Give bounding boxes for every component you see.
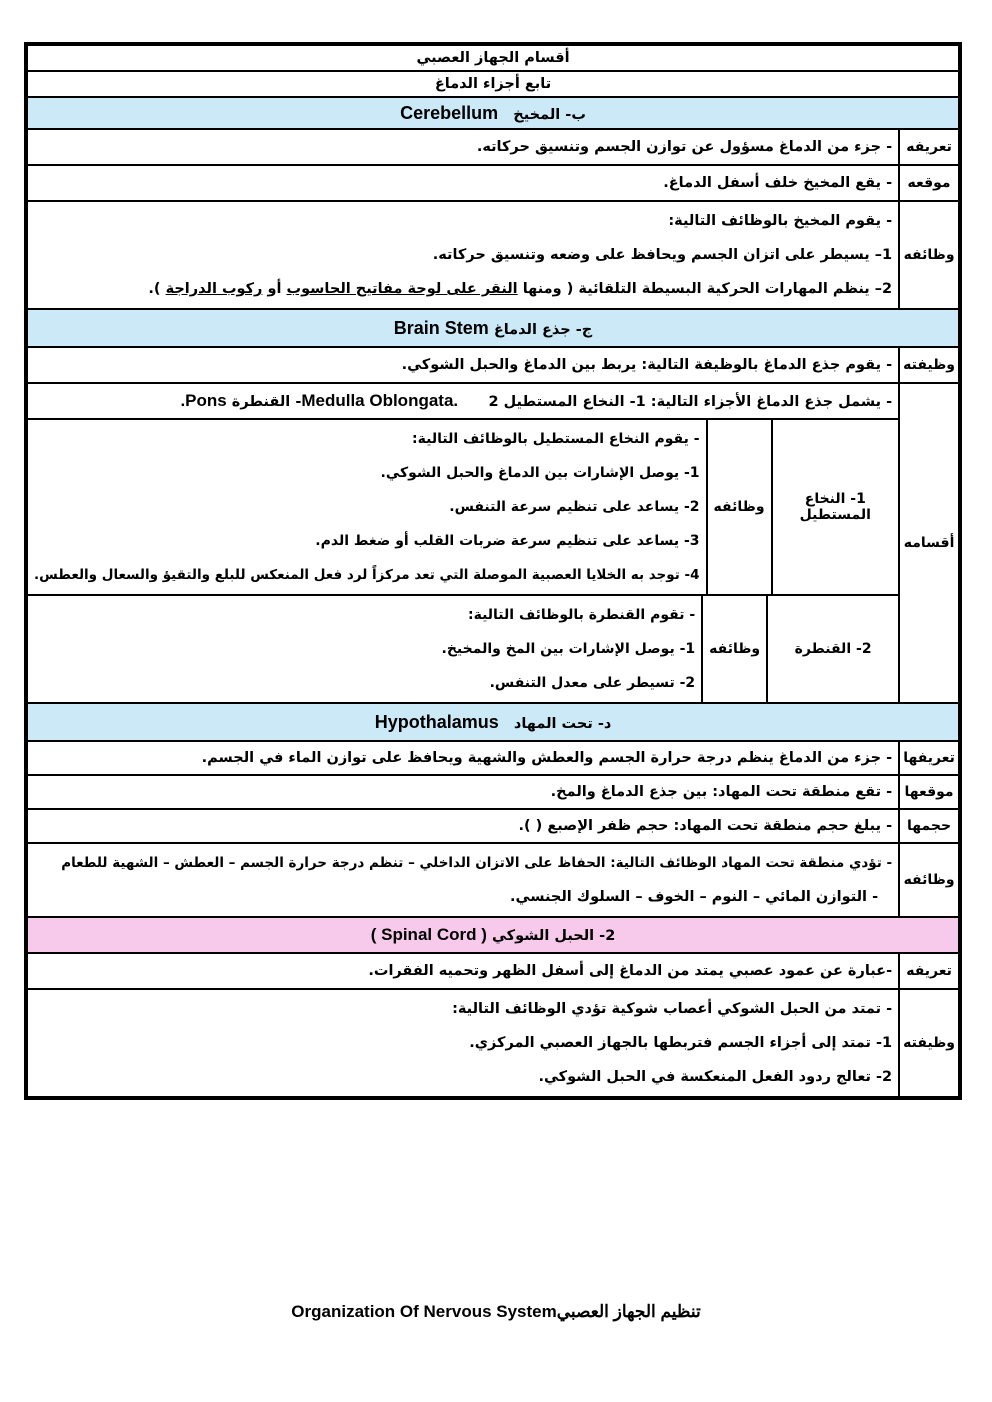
cerebellum-func-2-end: ).: [148, 281, 166, 297]
medulla-item-2: 2- يساعد على تنظيم سرعة التنفس.: [449, 499, 700, 515]
cerebellum-func-2: [34, 272, 892, 306]
brainstem-header: [26, 309, 960, 347]
spinal-header-en: ( Spinal Cord ): [370, 925, 487, 944]
medulla-item-1: 1- يوصل الإشارات بين الدماغ والحبل الشوكي.: [380, 465, 700, 481]
hypothalamus-func: [26, 843, 899, 917]
brainstem-func-label: وظيفته: [899, 347, 960, 383]
spinal-func-1: 1- تمتد إلى أجزاء الجسم فتربطها بالجهاز العصبي المركزي.: [469, 1035, 893, 1051]
pons-item-1: 1- يوصل الإشارات بين المخ والمخيخ.: [441, 641, 696, 657]
hypothalamus-size-label: حجمها: [899, 809, 960, 843]
pons-func-label: وظائفه: [702, 596, 767, 702]
hypothalamus-loc-label: موقعها: [899, 775, 960, 809]
nervous-system-table: [24, 42, 962, 1100]
medulla-block: [26, 419, 899, 595]
medulla-name: 1- النخاع المستطيل: [772, 420, 899, 594]
hypothalamus-def-text: - جزء من الدماغ ينظم درجة حرارة الجسم والعطش والشهية ويحافظ على توازن الماء في الجسم.: [26, 741, 899, 775]
medulla-intro: - يقوم النخاع المستطيل بالوظائف التالية:: [412, 431, 700, 447]
cerebellum-func-label: وظائفه: [899, 201, 960, 309]
pons-en: Pons.: [180, 391, 227, 410]
subtitle: تابع أجزاء الدماغ: [26, 71, 960, 97]
cerebellum-def-label: تعريفه: [899, 129, 960, 165]
hypothalamus-loc-text: - تقع منطقة تحت المهاد: بين جذع الدماغ والمخ.: [26, 775, 899, 809]
cerebellum-func-2-pre: 2– ينظم المهارات الحركية البسيطة التلقائية ( ومنها: [517, 281, 893, 297]
pons-ar: 2- القنطرة: [231, 394, 499, 410]
cerebellum-header: [26, 97, 960, 129]
hypothalamus-func-label: وظائفه: [899, 843, 960, 917]
footer-en: Organization Of Nervous System: [291, 1302, 557, 1321]
brainstem-parts-label: أقسامه: [899, 383, 960, 703]
medulla-subtable: [28, 420, 898, 594]
cerebellum-func-1: 1– يسيطر على اتزان الجسم ويحافظ على وضعه وتنسيق حركاته.: [432, 247, 893, 263]
hypothalamus-func-line2: - التوازن المائي – النوم – الخوف – السلوك الجنسي.: [510, 889, 879, 905]
main-title: أقسام الجهاز العصبي: [26, 44, 960, 71]
cerebellum-loc-label: موقعه: [899, 165, 960, 201]
hypothalamus-def-label: تعريفها: [899, 741, 960, 775]
cerebellum-loc-text: - يقع المخيخ خلف أسفل الدماغ.: [26, 165, 899, 201]
cerebellum-func-2-bike: ركوب الدراجة: [165, 281, 263, 297]
pons-funcs: [28, 596, 702, 702]
spinal-header-ar: 2- الحبل الشوكي: [491, 928, 616, 944]
spinal-def-text: -عبارة عن عمود عصبي يمتد من الدماغ إلى أسفل الظهر وتحميه الفقرات.: [26, 953, 899, 989]
pons-item-2: 2- تسيطر على معدل التنفس.: [489, 675, 696, 691]
medulla-en: Medulla Oblongata.: [301, 391, 459, 410]
brainstem-parts-intro: [26, 383, 899, 419]
page-footer: [0, 1302, 992, 1322]
pons-block: [26, 595, 899, 703]
spinal-header: [26, 917, 960, 953]
hypothalamus-func-line1: - تؤدي منطقة تحت المهاد الوظائف التالية: الحفاظ على الاتزان الداخلي – تنظم درجة حرارة الجسم – العطش – الشهية للطعام: [61, 855, 893, 871]
medulla-item-4: 4- توجد به الخلايا العصبية الموصلة التي تعد مركزاً لرد فعل المنعكس للبلع والتقيؤ والسعال والعطس.: [34, 567, 700, 583]
brainstem-header-ar: ج- جذع الدماغ: [493, 321, 593, 338]
cerebellum-header-en: Cerebellum: [400, 102, 499, 123]
brainstem-parts-intro-text: - يشمل جذع الدماغ الأجزاء التالية: 1- النخاع المستطيل: [503, 394, 893, 410]
footer-ar: تنظيم الجهاز العصبي: [556, 1302, 701, 1321]
cerebellum-def-text: - جزء من الدماغ مسؤول عن توازن الجسم وتنسيق حركاته.: [26, 129, 899, 165]
spinal-func-2: 2- تعالج ردود الفعل المنعكسة في الحبل الشوكي.: [538, 1069, 893, 1085]
hypothalamus-header-en: Hypothalamus: [374, 711, 499, 732]
medulla-item-3: 3- يساعد على تنظيم سرعة ضربات القلب أو ضغط الدم.: [315, 533, 700, 549]
pons-subtable: [28, 596, 898, 702]
cerebellum-header-ar: ب- المخيخ: [513, 106, 586, 123]
medulla-func-label: وظائفه: [707, 420, 772, 594]
brainstem-func-text: - يقوم جذع الدماغ بالوظيفة التالية: يربط بين الدماغ والحبل الشوكي.: [26, 347, 899, 383]
cerebellum-func-2-keyboard: النقر على لوحة مفاتيح الحاسوب: [286, 281, 518, 297]
spinal-func-intro: - تمتد من الحبل الشوكي أعصاب شوكية تؤدي الوظائف التالية:: [452, 1001, 893, 1017]
pons-name: 2- القنطرة: [767, 596, 898, 702]
brainstem-header-en: Brain Stem: [393, 317, 489, 338]
medulla-funcs: [28, 420, 707, 594]
hypothalamus-header: [26, 703, 960, 741]
spinal-def-label: تعريفه: [899, 953, 960, 989]
cerebellum-func: [26, 201, 899, 309]
cerebellum-func-2-mid: أو: [262, 281, 287, 297]
cerebellum-func-intro: - يقوم المخيخ بالوظائف التالية:: [668, 213, 893, 229]
pons-intro: - تقوم القنطرة بالوظائف التالية:: [467, 607, 696, 623]
spinal-func: [26, 989, 899, 1098]
spinal-func-label: وظيفته: [899, 989, 960, 1098]
hypothalamus-header-ar: د- تحت المهاد: [513, 715, 612, 732]
hypothalamus-size-text: - يبلغ حجم منطقة تحت المهاد: حجم ظفر الإصبع ( ).: [26, 809, 899, 843]
